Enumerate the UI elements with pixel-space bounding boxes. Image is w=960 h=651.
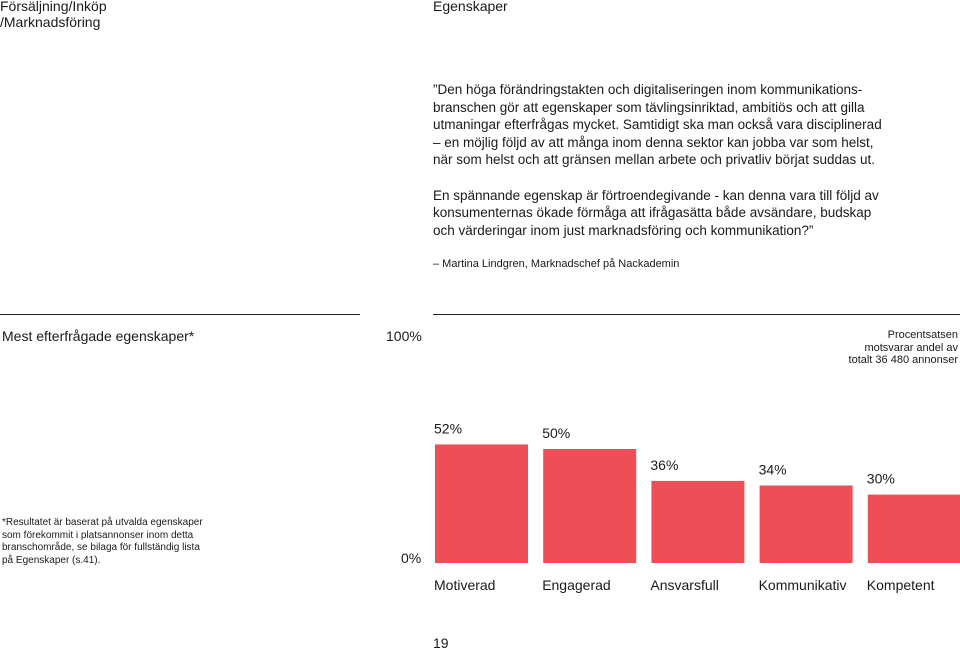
- quote-line: när som helst och att gränsen mellan arbete och privatliv börjat suddas ut.: [433, 152, 875, 167]
- y-axis-max-label: 100%: [386, 328, 422, 344]
- bar-ansvarsfull: [651, 481, 744, 563]
- bar-kommunikativ: [760, 485, 853, 563]
- category-label-motiverad: Motiverad: [434, 577, 496, 593]
- category-label-kommunikativ: Kommunikativ: [758, 577, 847, 593]
- quote-line: branschen gör att egenskaper som tävlingsinriktad, ambitiös och att gilla: [433, 99, 865, 115]
- value-label-engagerad: 50%: [542, 425, 571, 441]
- percent-note-line: motsvarar andel av: [864, 341, 958, 354]
- quote-line: – en möjlig följd av att många inom denna sektor kan jobba var som helst,: [433, 134, 874, 150]
- bar-motiverad: [435, 444, 528, 563]
- value-label-ansvarsfull: 36%: [650, 456, 679, 473]
- y-axis-min-label: 0%: [401, 550, 422, 566]
- footnote-line: som förekommit i platsannonser inom detta: [2, 529, 194, 541]
- footnote-line: på Egenskaper (s.41).: [2, 554, 101, 566]
- value-label-kommunikativ: 34%: [758, 461, 787, 478]
- quote-attribution: – Martina Lindgren, Marknadschef på Nackademin: [433, 258, 680, 270]
- quote-line: ”Den höga förändringstakten och digitaliseringen inom kommunikations-: [433, 82, 863, 97]
- chart-title: Mest efterfrågade egenskaper*: [2, 328, 195, 344]
- quote-line: konsumenternas ökade förmåga att ifrågasätta både avsändare, budskap: [433, 205, 872, 220]
- footnote-line: branschområde, se bilaga för fullständig lista: [2, 542, 200, 553]
- value-label-kompetent: 30%: [866, 470, 895, 487]
- page-heading: Egenskaper: [433, 0, 508, 14]
- section-label-line2: /Marknadsföring: [0, 14, 101, 30]
- quote-line: utmaningar efterfrågas mycket. Samtidigt ska man också vara disciplinerad: [433, 117, 882, 132]
- percent-note-line: totalt 36 480 annonser: [848, 354, 958, 366]
- section-label-line1: Försäljning/Inköp: [0, 0, 107, 14]
- quote-line: och värderingar inom just marknadsföring och kommunikation?”: [433, 222, 814, 238]
- page-number: 19: [433, 635, 449, 651]
- quote-line: En spännande egenskap är förtroendegivande - kan denna vara till följd av: [433, 187, 879, 203]
- value-label-motiverad: 52%: [434, 420, 463, 437]
- category-label-engagerad: Engagerad: [542, 577, 611, 593]
- bar-kompetent: [868, 495, 960, 563]
- bar-engagerad: [543, 449, 636, 563]
- category-label-ansvarsfull: Ansvarsfull: [650, 577, 719, 593]
- category-label-kompetent: Kompetent: [866, 577, 935, 593]
- footnote-line: *Resultatet är baserat på utvalda egenskaper: [2, 517, 203, 528]
- percent-note-line: Procentsatsen: [887, 329, 958, 341]
